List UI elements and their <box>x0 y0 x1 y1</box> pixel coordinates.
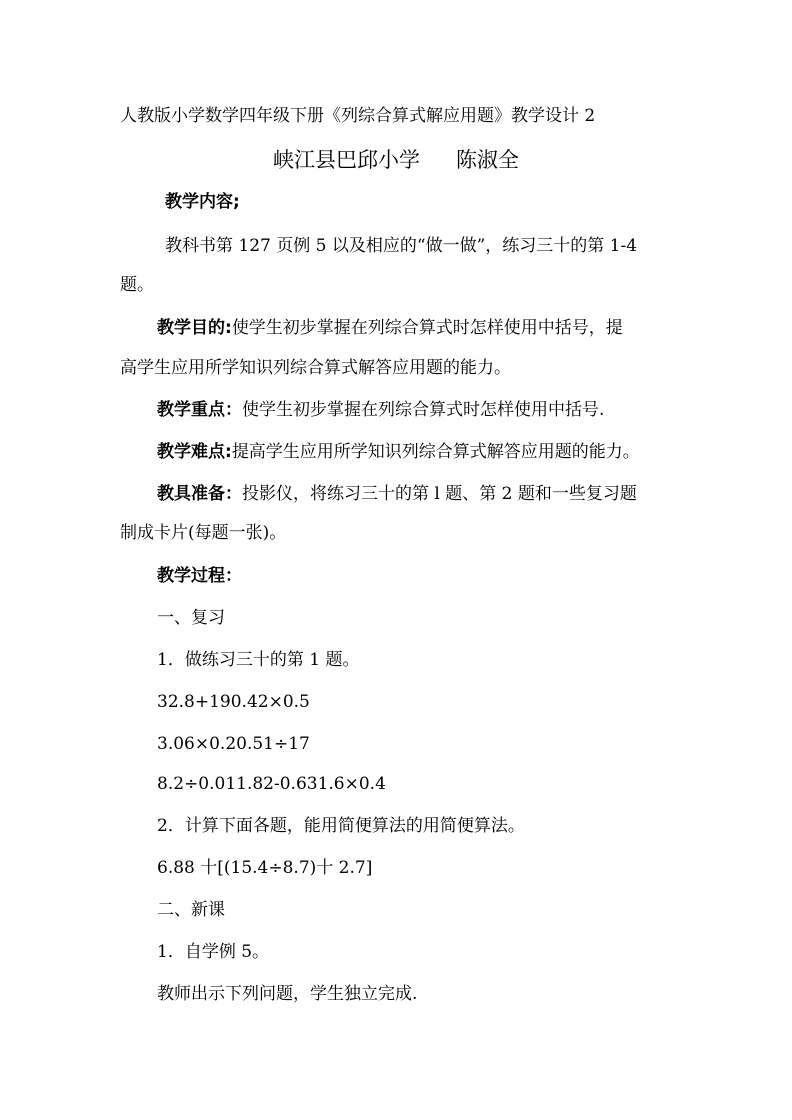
expression-1: 32.8+190.42×0.5 <box>157 692 310 712</box>
review-item-1: 1．做练习三十的第 1 题。 <box>157 650 360 670</box>
new-lesson-text: 教师出示下列问题，学生独立完成. <box>157 984 418 1004</box>
goal-text-1: 使学生初步掌握在列综合算式时怎样使用中括号，提 <box>231 318 623 338</box>
tools-label: 教具准备： <box>157 484 242 504</box>
author-line <box>0 146 792 174</box>
difficulty-text: 提高学生应用所学知识列综合算式解答应用题的能力。 <box>231 442 640 462</box>
tools-text-1: 投影仪，将练习三十的第 l 题、第 2 题和一些复习题 <box>242 484 637 504</box>
new-lesson-item-1: 1．自学例 5。 <box>157 942 270 962</box>
goal-label: 教学目的: <box>157 318 232 338</box>
review-item-2: 2．计算下面各题，能用简便算法的用简便算法。 <box>157 816 525 836</box>
focus-text: 使学生初步掌握在列综合算式时怎样使用中括号. <box>242 400 605 420</box>
focus-paragraph <box>157 398 604 422</box>
goal-paragraph <box>157 316 623 340</box>
tools-paragraph <box>157 482 637 506</box>
expression-3: 8.2÷0.011.82-0.631.6×0.4 <box>157 774 386 794</box>
content-line-1: 教科书第 127 页例 5 以及相应的“做一做”，练习三十的第 1-4 <box>165 236 638 256</box>
expression-4: 6.88 十[(15.4÷8.7)十 2.7] <box>157 858 373 878</box>
review-heading: 一、复习 <box>157 608 225 628</box>
tools-text-2: 制成卡片(每题一张)。 <box>120 523 287 543</box>
focus-label: 教学重点： <box>157 400 242 420</box>
new-lesson-heading: 二、新课 <box>157 900 225 920</box>
document-title: 人教版小学数学四年级下册《列综合算式解应用题》教学设计 2 <box>120 106 596 126</box>
difficulty-label: 教学难点: <box>157 442 232 462</box>
content-line-2: 题。 <box>120 275 154 295</box>
content-heading: 教学内容; <box>165 192 240 212</box>
difficulty-paragraph <box>157 440 640 464</box>
school-name: 峡江县巴邱小学 <box>273 148 420 172</box>
author-name: 陈淑全 <box>456 148 519 172</box>
process-heading: 教学过程： <box>157 566 242 586</box>
goal-text-2: 高学生应用所学知识列综合算式解答应用题的能力。 <box>120 358 511 378</box>
expression-2: 3.06×0.20.51÷17 <box>157 734 310 754</box>
